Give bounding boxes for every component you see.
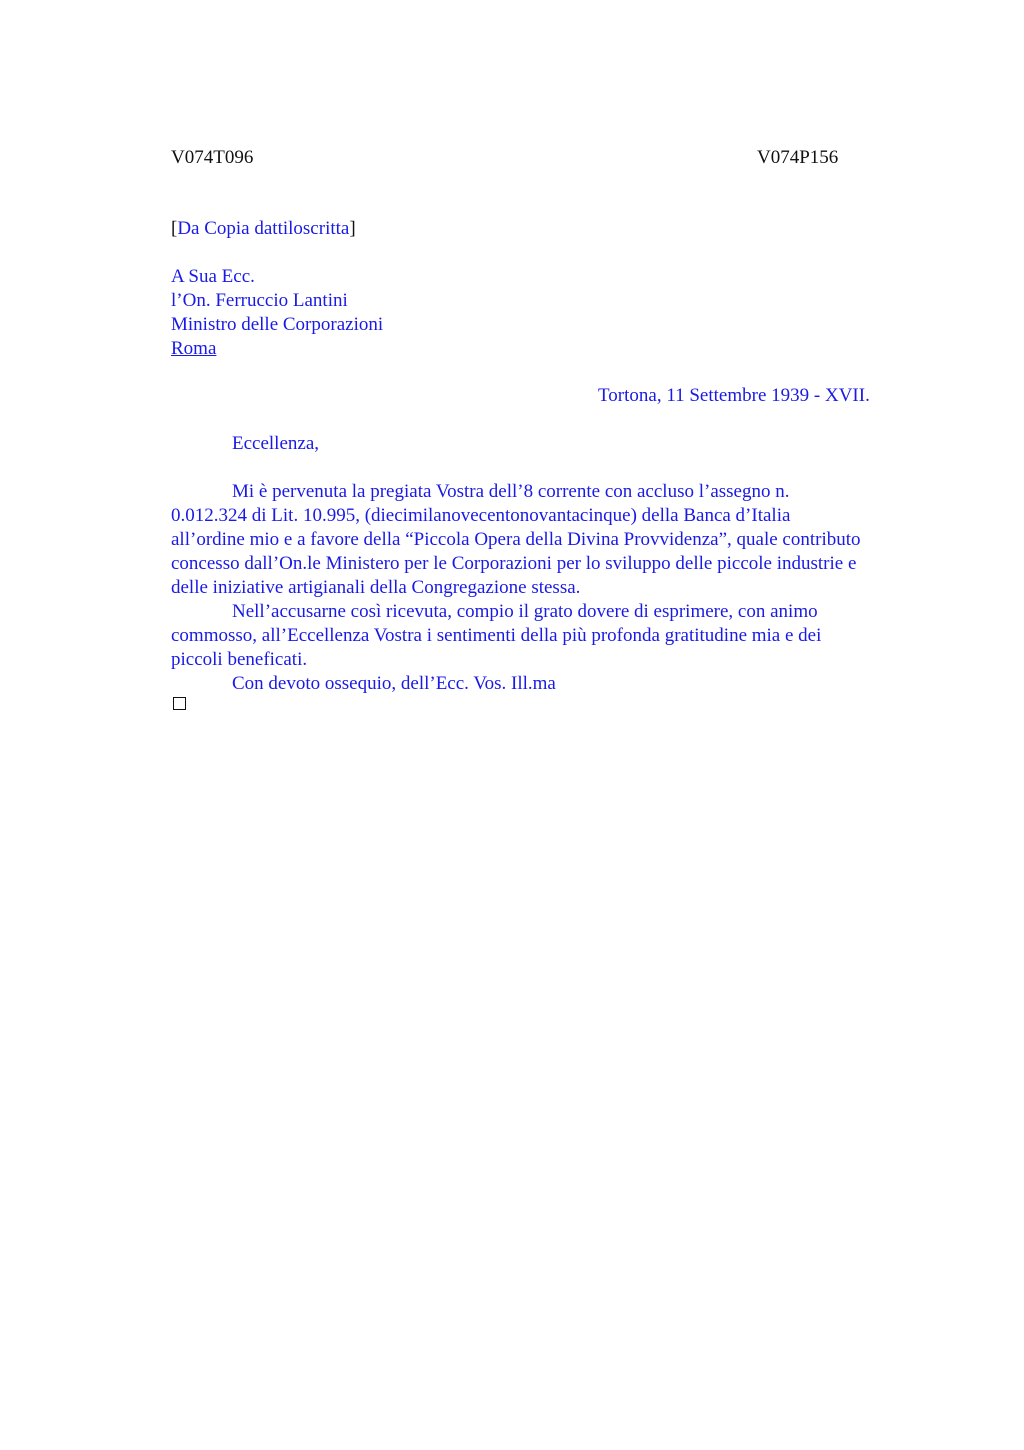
source-note	[171, 217, 356, 241]
closing-line: Con devoto ossequio, dell’Ecc. Vos. Ill.ma	[232, 673, 556, 694]
address-line-3: Ministro delle Corporazioni	[171, 314, 384, 335]
document-code-left: V074T096	[171, 147, 254, 168]
source-note-close-bracket: ]	[349, 218, 356, 239]
body-line: 0.012.324 di Lit. 10.995, (diecimilanovecentonovantacinque) della Banca d’Italia	[171, 505, 791, 526]
body-line: Nell’accusarne così ricevuta, compio il grato dovere di esprimere, con animo	[232, 601, 818, 622]
salutation: Eccellenza,	[232, 433, 320, 454]
body-line: commosso, all’Eccellenza Vostra i sentimenti della più profonda gratitudine mia e dei	[171, 625, 822, 646]
letter-date: Tortona, 11 Settembre 1939 - XVII.	[598, 385, 870, 406]
address-line-1: A Sua Ecc.	[171, 266, 255, 287]
body-line: all’ordine mio e a favore della “Piccola Opera della Divina Provvidenza”, quale contributo	[171, 529, 861, 550]
body-line: Mi è pervenuta la pregiata Vostra dell’8 corrente con accluso l’assegno n.	[232, 481, 790, 502]
address-city: Roma	[171, 338, 217, 359]
checkbox-icon	[173, 697, 186, 710]
address-line-2: l’On. Ferruccio Lantini	[171, 290, 348, 311]
document-code-right: V074P156	[757, 147, 839, 168]
recipient-address	[171, 265, 383, 361]
body-line: delle iniziative artigianali della Congregazione stessa.	[171, 577, 581, 598]
body-line: concesso dall’On.le Ministero per le Corporazioni per lo sviluppo delle piccole industrie e	[171, 553, 857, 574]
body-line: piccoli beneficati.	[171, 649, 308, 670]
letter-body	[171, 480, 941, 696]
source-note-open-bracket: [	[171, 218, 178, 239]
source-note-text: Da Copia dattiloscritta	[177, 218, 350, 239]
